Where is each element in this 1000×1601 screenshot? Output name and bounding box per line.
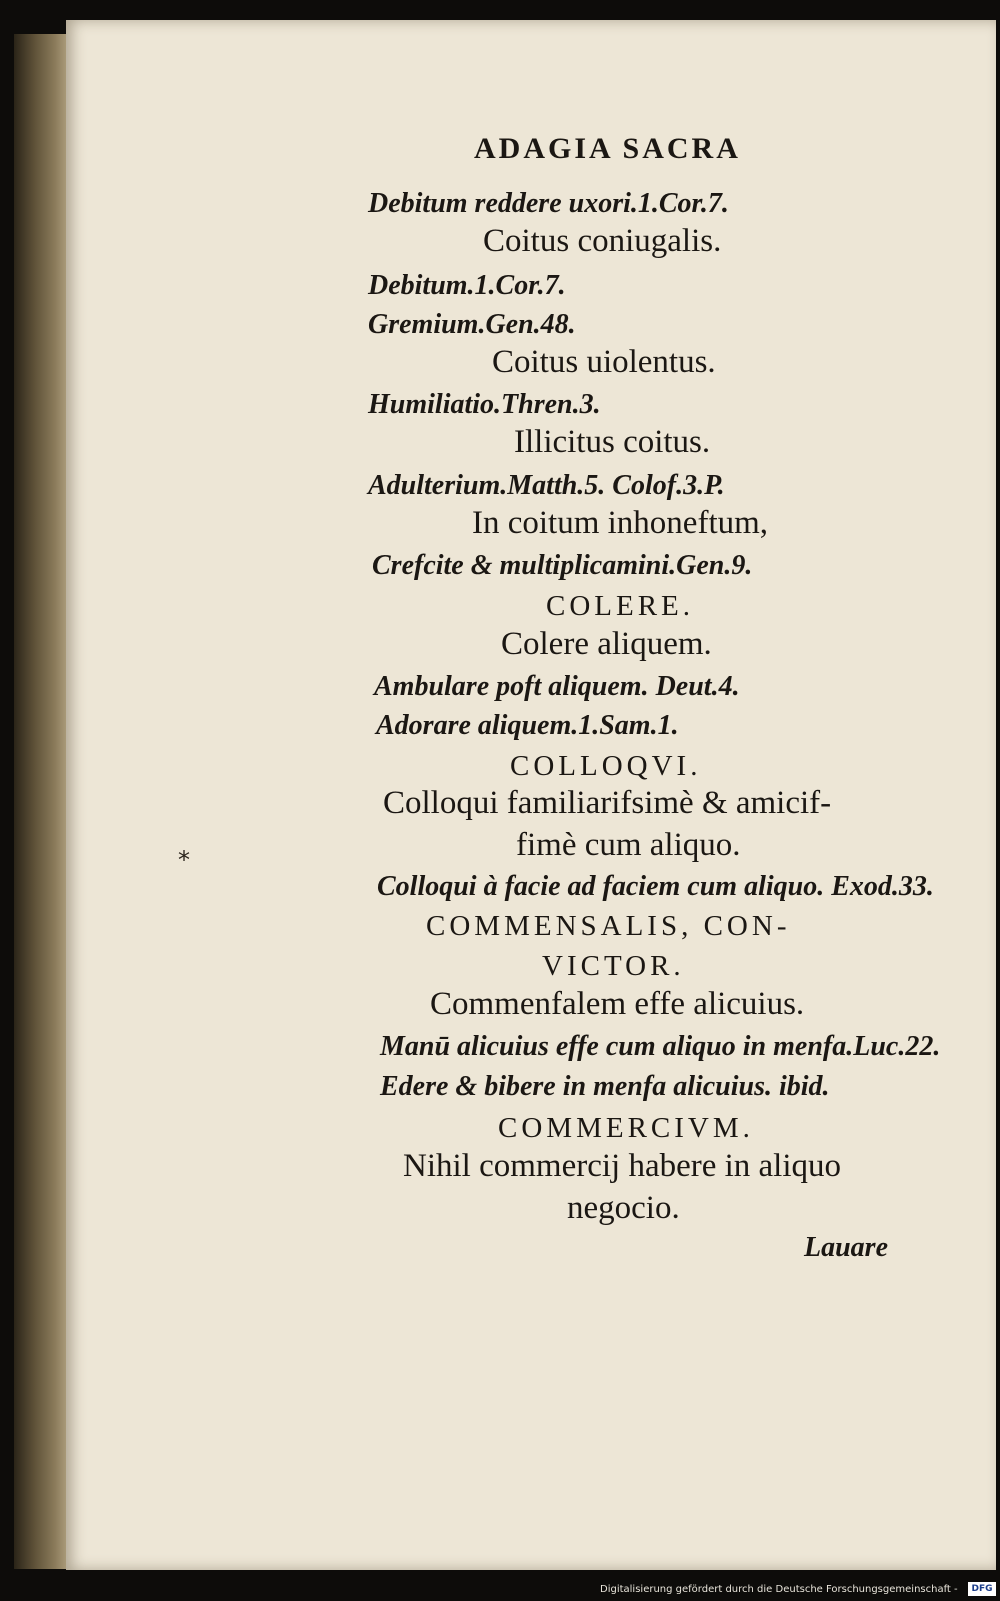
entry-line-9: In coitum inhoneftum, [472, 505, 769, 541]
entry-line-17: fimè cum aliquo. [516, 827, 741, 863]
entry-line-1: Debitum reddere uxori.1.Cor.7. [368, 188, 729, 219]
entry-line-22: Manū alicuius effe cum aliquo in menfa.Luc.22. [380, 1031, 941, 1062]
digitization-credit: Digitalisierung gefördert durch die Deutsche Forschungsgemeinschaft - [600, 1584, 958, 1595]
section-head-colloqui: COLLOQVI. [510, 750, 702, 782]
entry-line-18: Colloqui à facie ad faciem cum aliquo. Exod.33. [377, 871, 934, 902]
entry-line-4: Gremium.Gen.48. [368, 309, 576, 340]
catchword: Lauare [804, 1232, 888, 1263]
entry-line-14: Adorare aliquem.1.Sam.1. [376, 710, 679, 741]
section-head-commensalis: COMMENSALIS, CON- [426, 910, 791, 942]
entry-line-7: Illicitus coitus. [514, 424, 711, 460]
entry-line-3: Debitum.1.Cor.7. [368, 270, 566, 301]
section-head-colere: COLERE. [546, 590, 695, 622]
entry-line-25: Nihil commercij habere in aliquo [403, 1148, 842, 1184]
entry-line-21: Commenfalem effe alicuius. [430, 986, 805, 1022]
entry-line-2: Coitus coniugalis. [483, 223, 722, 259]
section-head-victor: VICTOR. [542, 950, 685, 982]
dfg-logo: DFG [968, 1582, 996, 1596]
entry-line-12: Colere aliquem. [501, 626, 712, 662]
entry-line-8: Adulterium.Matth.5. Colof.3.P. [368, 470, 725, 501]
book-spine-edge [14, 34, 72, 1569]
entry-line-10: Crefcite & multiplicamini.Gen.9. [372, 550, 753, 581]
entry-line-6: Humiliatio.Thren.3. [368, 389, 601, 420]
running-head: ADAGIA SACRA [474, 132, 741, 165]
section-head-commercium: COMMERCIVM. [498, 1112, 754, 1144]
entry-line-23: Edere & bibere in menfa alicuius. ibid. [380, 1071, 830, 1102]
entry-line-5: Coitus uiolentus. [492, 344, 716, 380]
entry-line-26: negocio. [567, 1190, 680, 1226]
entry-line-16: Colloqui familiarifsimè & amicif- [383, 785, 832, 821]
entry-line-13: Ambulare poft aliquem. Deut.4. [374, 671, 740, 702]
margin-asterisk: * [178, 846, 190, 874]
